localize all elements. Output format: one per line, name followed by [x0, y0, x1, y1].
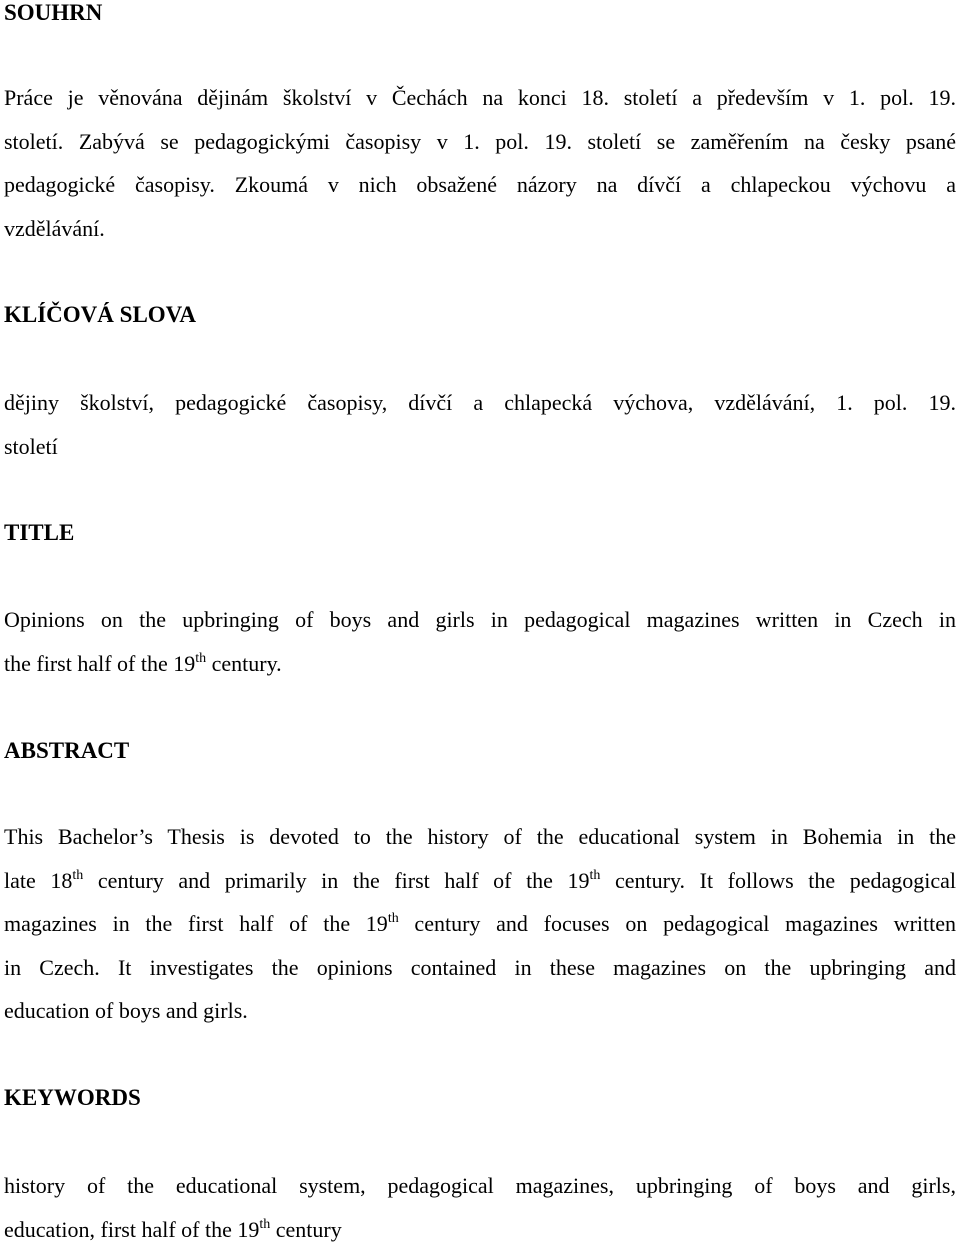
abstract-paragraph: [4, 815, 956, 1033]
abstract-line-1: This Bachelor’s Thesis is devoted to the history of the educational system in Bohemia in the: [4, 815, 956, 859]
abstract-line-3-text-a: magazines in the first half of the 19: [4, 911, 388, 936]
abstract-line-4: in Czech. It investigates the opinions contained in these magazines on the upbringing and: [4, 946, 956, 990]
title-line-2-text-end: century.: [206, 651, 282, 676]
keywords-heading: KEYWORDS: [4, 1085, 141, 1111]
klicova-slova-line-1: dějiny školství, pedagogické časopisy, dívčí a chlapecká výchova, vzdělávání, 1. pol. 19.: [4, 381, 956, 425]
souhrn-line-1: Práce je věnována dějinám školství v Čechách na konci 18. století a především v 1. pol. 19.: [4, 76, 956, 120]
title-line-1: Opinions on the upbringing of boys and girls in pedagogical magazines written in Czech in: [4, 598, 956, 642]
abstract-line-2-text-c: century. It follows the pedagogical: [600, 868, 956, 893]
souhrn-heading: SOUHRN: [4, 0, 102, 26]
abstract-line-3-text-b: century and focuses on pedagogical magazines written: [399, 911, 956, 936]
abstract-line-3-superscript: th: [388, 911, 399, 926]
souhrn-paragraph: [4, 76, 956, 250]
abstract-line-2-text-b: century and primarily in the first half of the 19: [83, 868, 589, 893]
title-heading: TITLE: [4, 520, 74, 546]
souhrn-line-4: vzdělávání.: [4, 207, 956, 251]
keywords-line-2: [4, 1208, 956, 1251]
souhrn-line-2: století. Zabývá se pedagogickými časopisy v 1. pol. 19. století se zaměřením na česky psané: [4, 120, 956, 164]
abstract-line-5: education of boys and girls.: [4, 989, 956, 1033]
klicova-slova-line-2: století: [4, 425, 956, 469]
keywords-line-2-superscript: th: [259, 1217, 270, 1232]
klicova-slova-heading: KLÍČOVÁ SLOVA: [4, 302, 196, 328]
klicova-slova-paragraph: [4, 381, 956, 468]
souhrn-line-3: pedagogické časopisy. Zkoumá v nich obsažené názory na dívčí a chlapeckou výchovu a: [4, 163, 956, 207]
title-line-2-superscript: th: [195, 651, 206, 666]
abstract-line-2-text-a: late 18: [4, 868, 72, 893]
title-line-2-text: the first half of the 19: [4, 651, 195, 676]
abstract-heading: ABSTRACT: [4, 738, 129, 764]
abstract-line-2-superscript-2: th: [590, 868, 601, 883]
keywords-paragraph: [4, 1164, 956, 1251]
title-line-2: [4, 642, 956, 686]
abstract-line-2-superscript-1: th: [72, 868, 83, 883]
keywords-line-2-text-end: century: [270, 1217, 341, 1242]
abstract-line-3: [4, 902, 956, 946]
title-paragraph: [4, 598, 956, 685]
abstract-line-2: [4, 859, 956, 903]
keywords-line-1: history of the educational system, pedagogical magazines, upbringing of boys and girls,: [4, 1164, 956, 1208]
keywords-line-2-text: education, first half of the 19: [4, 1217, 259, 1242]
